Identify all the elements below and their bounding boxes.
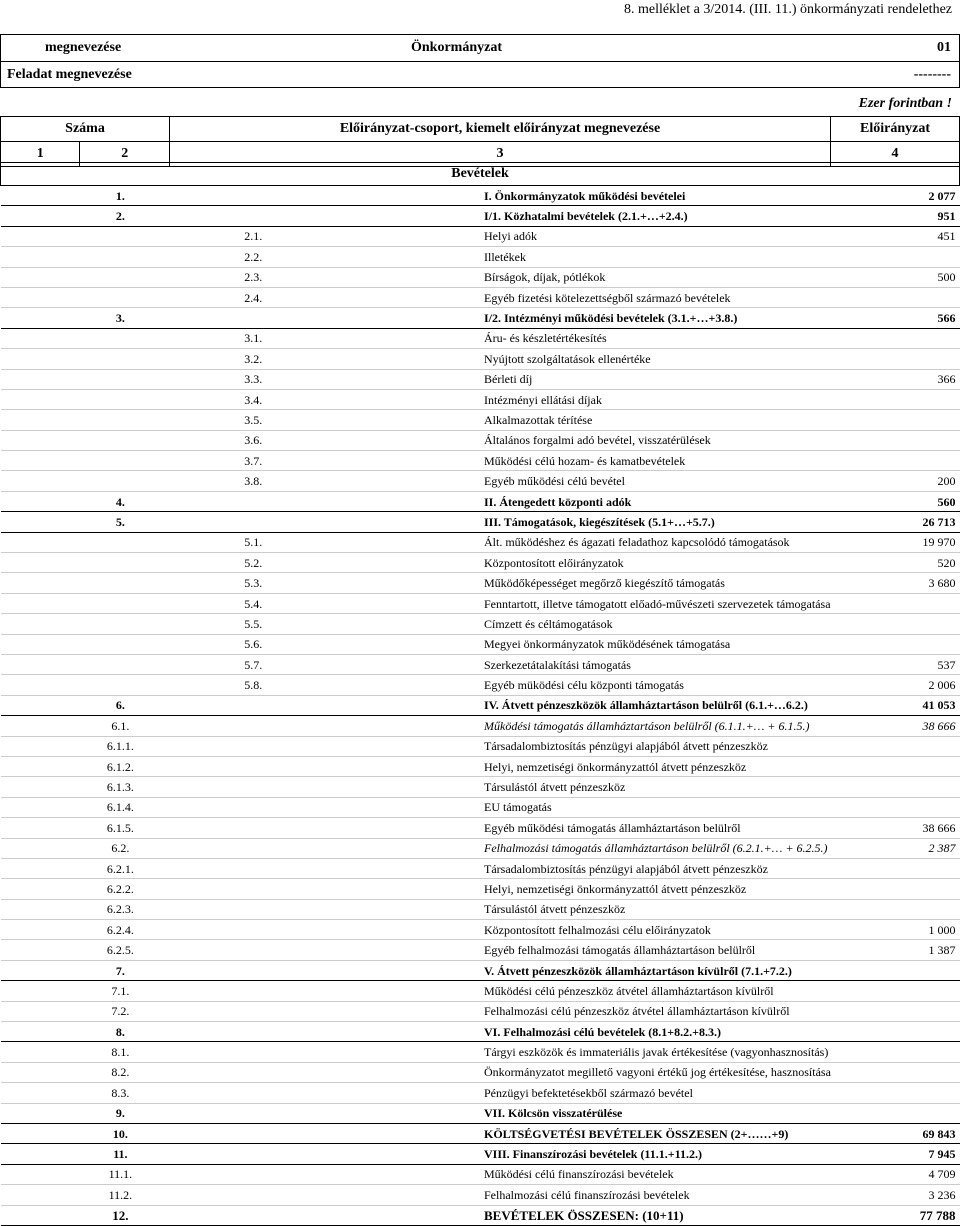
table-row (1, 777, 960, 797)
row-value: 2 077 (720, 186, 960, 206)
row-label: KÖLTSÉGVETÉSI BEVÉTELEK ÖSSZESEN (2+……+9) (480, 1123, 720, 1143)
row-code (1, 389, 241, 409)
row-subcode (240, 186, 480, 206)
row-code: 6.1.1. (1, 736, 241, 756)
row-label: Bérleti díj (480, 369, 720, 389)
row-subcode: 2.3. (240, 267, 480, 287)
row-value (720, 389, 960, 409)
row-code: 12. (1, 1205, 241, 1225)
col-number: Száma (1, 117, 170, 142)
row-code (1, 226, 241, 246)
row-code (1, 410, 241, 430)
row-code: 5. (1, 512, 241, 532)
row-code: 6.1. (1, 716, 241, 736)
row-subcode (240, 512, 480, 532)
row-label: Tárgyi eszközök és immateriális javak értékesítése (vagyonhasznosítás) (480, 1042, 720, 1062)
row-subcode (240, 1103, 480, 1123)
row-subcode (240, 1042, 480, 1062)
row-subcode (240, 1144, 480, 1164)
row-value (720, 430, 960, 450)
row-code (1, 451, 241, 471)
col-n4: 4 (831, 142, 960, 167)
table-row (1, 186, 960, 206)
table-row (1, 369, 960, 389)
row-subcode (240, 1205, 480, 1225)
row-code (1, 675, 241, 695)
table-row (1, 247, 960, 267)
table-row (1, 512, 960, 532)
row-subcode: 3.3. (240, 369, 480, 389)
table-row (1, 349, 960, 369)
table-row (1, 634, 960, 654)
row-label: Működési célú pénzeszköz átvétel államháztartáson kívülről (480, 981, 720, 1001)
annex-reference: 8. melléklet a 3/2014. (III. 11.) önkormányzati rendelethez (624, 2, 952, 17)
row-value: 1 387 (720, 940, 960, 960)
row-subcode (240, 981, 480, 1001)
table-row (1, 491, 960, 511)
row-label: Általános forgalmi adó bevétel, visszatérülések (480, 430, 720, 450)
table-row (1, 206, 960, 226)
col-n2: 2 (80, 142, 170, 167)
table-row (1, 1164, 960, 1184)
table-row (1, 716, 960, 736)
row-label: Illetékek (480, 247, 720, 267)
row-code: 6.2.1. (1, 858, 241, 878)
row-code: 6.2.2. (1, 879, 241, 899)
row-value: 77 788 (720, 1205, 960, 1225)
row-code (1, 634, 241, 654)
row-value (720, 1103, 960, 1123)
row-code: 6.2.5. (1, 940, 241, 960)
row-code (1, 247, 241, 267)
row-subcode (240, 858, 480, 878)
table-row (1, 308, 960, 328)
table-row (1, 1042, 960, 1062)
row-subcode (240, 777, 480, 797)
table-row (1, 430, 960, 450)
table-row (1, 471, 960, 491)
row-code: 6.2.3. (1, 899, 241, 919)
row-value: 3 680 (720, 573, 960, 593)
row-label: EU támogatás (480, 797, 720, 817)
row-value: 366 (720, 369, 960, 389)
row-code: 6.1.3. (1, 777, 241, 797)
row-label: Működési célú hozam- és kamatbevételek (480, 451, 720, 471)
row-subcode: 5.7. (240, 654, 480, 674)
table-row (1, 920, 960, 940)
row-value: 1 000 (720, 920, 960, 940)
table-row (1, 899, 960, 919)
table-row (1, 410, 960, 430)
row-subcode (240, 960, 480, 980)
row-subcode: 5.4. (240, 593, 480, 613)
row-label: Egyéb müködési célu központi támogatás (480, 675, 720, 695)
row-subcode (240, 695, 480, 715)
row-value: 560 (720, 491, 960, 511)
col-amount: Előirányzat (831, 117, 960, 142)
row-value (720, 899, 960, 919)
row-label: BEVÉTELEK ÖSSZESEN: (10+11) (480, 1205, 720, 1225)
row-code: 4. (1, 491, 241, 511)
task-value: -------- (913, 67, 951, 82)
row-subcode: 5.8. (240, 675, 480, 695)
row-code (1, 349, 241, 369)
row-code (1, 287, 241, 307)
row-value: 4 709 (720, 1164, 960, 1184)
row-subcode (240, 940, 480, 960)
table-row (1, 818, 960, 838)
row-label: Működőképességet megőrző kiegészítő támogatás (480, 573, 720, 593)
row-label: Helyi adók (480, 226, 720, 246)
row-value (720, 410, 960, 430)
row-value: 69 843 (720, 1123, 960, 1143)
row-value (720, 1022, 960, 1042)
header-task-row (0, 62, 960, 88)
code-value: 01 (937, 40, 951, 55)
table-row (1, 858, 960, 878)
table-row (1, 267, 960, 287)
row-label: II. Átengedett központi adók (480, 491, 720, 511)
row-label: Szerkezetátalakítási támogatás (480, 654, 720, 674)
row-label: Egyéb működési célú bevétel (480, 471, 720, 491)
row-label: Felhalmozási támogatás államháztartáson belülről (6.2.1.+… + 6.2.5.) (480, 838, 720, 858)
row-value (720, 349, 960, 369)
table-row (1, 756, 960, 776)
row-label: Társulástól átvett pénzeszköz (480, 777, 720, 797)
row-subcode (240, 1164, 480, 1184)
row-label: Megyei önkormányzatok működésének támogatása (480, 634, 720, 654)
label-task: Feladat megnevezése (7, 67, 132, 82)
row-label: Önkormányzatot megillető vagyoni értékű jog értékesítése, hasznosítása (480, 1062, 720, 1082)
row-label: Egyéb felhalmozási támogatás államháztartáson belülről (480, 940, 720, 960)
row-code: 11.2. (1, 1185, 241, 1205)
row-label: Működési célú finanszírozási bevételek (480, 1164, 720, 1184)
row-value: 19 970 (720, 532, 960, 552)
row-subcode: 5.6. (240, 634, 480, 654)
table-row (1, 614, 960, 634)
table-row (1, 389, 960, 409)
row-label: Egyéb fizetési kötelezettségből származó bevételek (480, 287, 720, 307)
table-row (1, 1001, 960, 1021)
row-value: 566 (720, 308, 960, 328)
row-code: 6. (1, 695, 241, 715)
row-code: 8.3. (1, 1083, 241, 1103)
row-label: Központosított felhalmozási célu előirányzatok (480, 920, 720, 940)
row-code (1, 614, 241, 634)
row-code: 7.2. (1, 1001, 241, 1021)
table-row (1, 287, 960, 307)
name-value: Önkormányzat (411, 40, 502, 55)
row-value (720, 614, 960, 634)
unit-note: Ezer forintban ! (858, 96, 952, 111)
row-value: 38 666 (720, 716, 960, 736)
row-code (1, 593, 241, 613)
row-label: VII. Kölcsön visszatérülése (480, 1103, 720, 1123)
row-label: Fenntartott, illetve támogatott előadó-művészeti szervezetek támogatása (480, 593, 720, 613)
table-row (1, 226, 960, 246)
row-value (720, 451, 960, 471)
row-value: 26 713 (720, 512, 960, 532)
row-subcode (240, 308, 480, 328)
row-label: VIII. Finanszírozási bevételek (11.1.+11.2.) (480, 1144, 720, 1164)
row-value: 41 053 (720, 695, 960, 715)
row-label: Címzett és céltámogatások (480, 614, 720, 634)
header-name-row (0, 34, 960, 62)
row-code: 6.2. (1, 838, 241, 858)
row-label: Ált. működéshez és ágazati feladathoz kapcsolódó támogatások (480, 532, 720, 552)
col-n3: 3 (170, 142, 831, 167)
table-row (1, 1123, 960, 1143)
table-row (1, 695, 960, 715)
table-row (1, 879, 960, 899)
table-row (1, 532, 960, 552)
row-value: 951 (720, 206, 960, 226)
row-value: 451 (720, 226, 960, 246)
row-code: 7.1. (1, 981, 241, 1001)
table-row (1, 1103, 960, 1123)
row-subcode (240, 838, 480, 858)
row-label: Központosított előirányzatok (480, 553, 720, 573)
row-label: Felhalmozási célú finanszírozási bevételek (480, 1185, 720, 1205)
row-subcode (240, 736, 480, 756)
row-subcode: 3.4. (240, 389, 480, 409)
row-label: Helyi, nemzetiségi önkormányzattól átvett pénzeszköz (480, 756, 720, 776)
table-row (1, 1205, 960, 1225)
row-code: 11. (1, 1144, 241, 1164)
table-row (1, 838, 960, 858)
row-code: 2. (1, 206, 241, 226)
row-label: V. Átvett pénzeszközök államháztartáson kívülről (7.1.+7.2.) (480, 960, 720, 980)
row-label: Egyéb működési támogatás államháztartáson belülről (480, 818, 720, 838)
row-code (1, 267, 241, 287)
row-subcode: 3.7. (240, 451, 480, 471)
row-value (720, 777, 960, 797)
table-row (1, 981, 960, 1001)
row-code: 7. (1, 960, 241, 980)
row-label: I/2. Intézményi működési bevételek (3.1.+…+3.8.) (480, 308, 720, 328)
row-value: 520 (720, 553, 960, 573)
row-subcode (240, 797, 480, 817)
row-value: 3 236 (720, 1185, 960, 1205)
row-label: Társadalombiztosítás pénzügyi alapjából átvett pénzeszköz (480, 736, 720, 756)
row-label: Intézményi ellátási díjak (480, 389, 720, 409)
row-subcode (240, 1083, 480, 1103)
row-subcode: 3.2. (240, 349, 480, 369)
row-subcode: 5.1. (240, 532, 480, 552)
row-subcode (240, 716, 480, 736)
row-code (1, 369, 241, 389)
row-value (720, 879, 960, 899)
column-header (0, 116, 960, 167)
row-label: Nyújtott szolgáltatások ellenértéke (480, 349, 720, 369)
row-code: 6.1.4. (1, 797, 241, 817)
row-value (720, 287, 960, 307)
table-row (1, 328, 960, 348)
row-subcode (240, 1123, 480, 1143)
row-value (720, 247, 960, 267)
row-label: Felhalmozási célú pénzeszköz átvétel államháztartáson kívülről (480, 1001, 720, 1021)
row-code (1, 471, 241, 491)
row-subcode (240, 920, 480, 940)
row-label: Bírságok, díjak, pótlékok (480, 267, 720, 287)
table-row (1, 593, 960, 613)
row-code: 11.1. (1, 1164, 241, 1184)
row-value: 537 (720, 654, 960, 674)
row-label: Alkalmazottak térítése (480, 410, 720, 430)
row-value: 38 666 (720, 818, 960, 838)
row-subcode (240, 756, 480, 776)
row-subcode: 3.1. (240, 328, 480, 348)
row-code (1, 532, 241, 552)
row-label: Áru- és készletértékesítés (480, 328, 720, 348)
table-row (1, 940, 960, 960)
row-code: 1. (1, 186, 241, 206)
row-label: Helyi, nemzetiségi önkormányzattól átvett pénzeszköz (480, 879, 720, 899)
row-value: 200 (720, 471, 960, 491)
row-code (1, 573, 241, 593)
row-label: Működési támogatás államháztartáson belülről (6.1.1.+… + 6.1.5.) (480, 716, 720, 736)
row-code: 9. (1, 1103, 241, 1123)
table-row (1, 797, 960, 817)
table-row (1, 1022, 960, 1042)
row-value (720, 1083, 960, 1103)
row-code: 10. (1, 1123, 241, 1143)
row-subcode (240, 818, 480, 838)
row-code (1, 430, 241, 450)
row-subcode (240, 879, 480, 899)
col-group: Előirányzat-csoport, kiemelt előirányzat megnevezése (170, 117, 831, 142)
row-subcode (240, 1185, 480, 1205)
row-label: VI. Felhalmozási célú bevételek (8.1+8.2.+8.3.) (480, 1022, 720, 1042)
row-subcode: 5.2. (240, 553, 480, 573)
row-subcode: 3.8. (240, 471, 480, 491)
table-row (1, 1185, 960, 1205)
row-code: 6.1.2. (1, 756, 241, 776)
row-label: Társulástól átvett pénzeszköz (480, 899, 720, 919)
table-row (1, 573, 960, 593)
table-row (1, 960, 960, 980)
row-subcode: 2.2. (240, 247, 480, 267)
row-value (720, 328, 960, 348)
row-label: IV. Átvett pénzeszközök államháztartáson belülről (6.1.+…6.2.) (480, 695, 720, 715)
row-label: I/1. Közhatalmi bevételek (2.1.+…+2.4.) (480, 206, 720, 226)
row-subcode (240, 491, 480, 511)
row-code: 6.1.5. (1, 818, 241, 838)
table-row (1, 736, 960, 756)
row-value (720, 797, 960, 817)
row-label: Társadalombiztosítás pénzügyi alapjából átvett pénzeszköz (480, 858, 720, 878)
row-subcode: 2.4. (240, 287, 480, 307)
row-value: 2 006 (720, 675, 960, 695)
table-row (1, 553, 960, 573)
row-code (1, 553, 241, 573)
row-value (720, 756, 960, 776)
row-label: Pénzügyi befektetésekből származó bevétel (480, 1083, 720, 1103)
table-row (1, 1144, 960, 1164)
row-subcode (240, 206, 480, 226)
row-subcode: 3.6. (240, 430, 480, 450)
row-label: III. Támogatások, kiegészítések (5.1+…+5.7.) (480, 512, 720, 532)
row-value: 7 945 (720, 1144, 960, 1164)
table-row (1, 675, 960, 695)
row-subcode: 2.1. (240, 226, 480, 246)
row-subcode: 3.5. (240, 410, 480, 430)
row-code: 8.2. (1, 1062, 241, 1082)
row-subcode (240, 1022, 480, 1042)
revenue-table (0, 162, 960, 1226)
row-subcode (240, 1001, 480, 1021)
row-subcode: 5.5. (240, 614, 480, 634)
row-code: 8. (1, 1022, 241, 1042)
table-row (1, 451, 960, 471)
row-code (1, 328, 241, 348)
table-row (1, 654, 960, 674)
row-value: 500 (720, 267, 960, 287)
table-row (1, 1062, 960, 1082)
label-name: megnevezése (45, 40, 122, 55)
row-subcode: 5.3. (240, 573, 480, 593)
row-subcode (240, 1062, 480, 1082)
row-code: 8.1. (1, 1042, 241, 1062)
row-code (1, 654, 241, 674)
row-code: 3. (1, 308, 241, 328)
row-value (720, 634, 960, 654)
section-title: Bevételek (1, 163, 960, 186)
col-n1: 1 (1, 142, 80, 167)
row-code: 6.2.4. (1, 920, 241, 940)
row-subcode (240, 899, 480, 919)
table-row (1, 1083, 960, 1103)
row-value: 2 387 (720, 838, 960, 858)
row-label: I. Önkormányzatok működési bevételei (480, 186, 720, 206)
